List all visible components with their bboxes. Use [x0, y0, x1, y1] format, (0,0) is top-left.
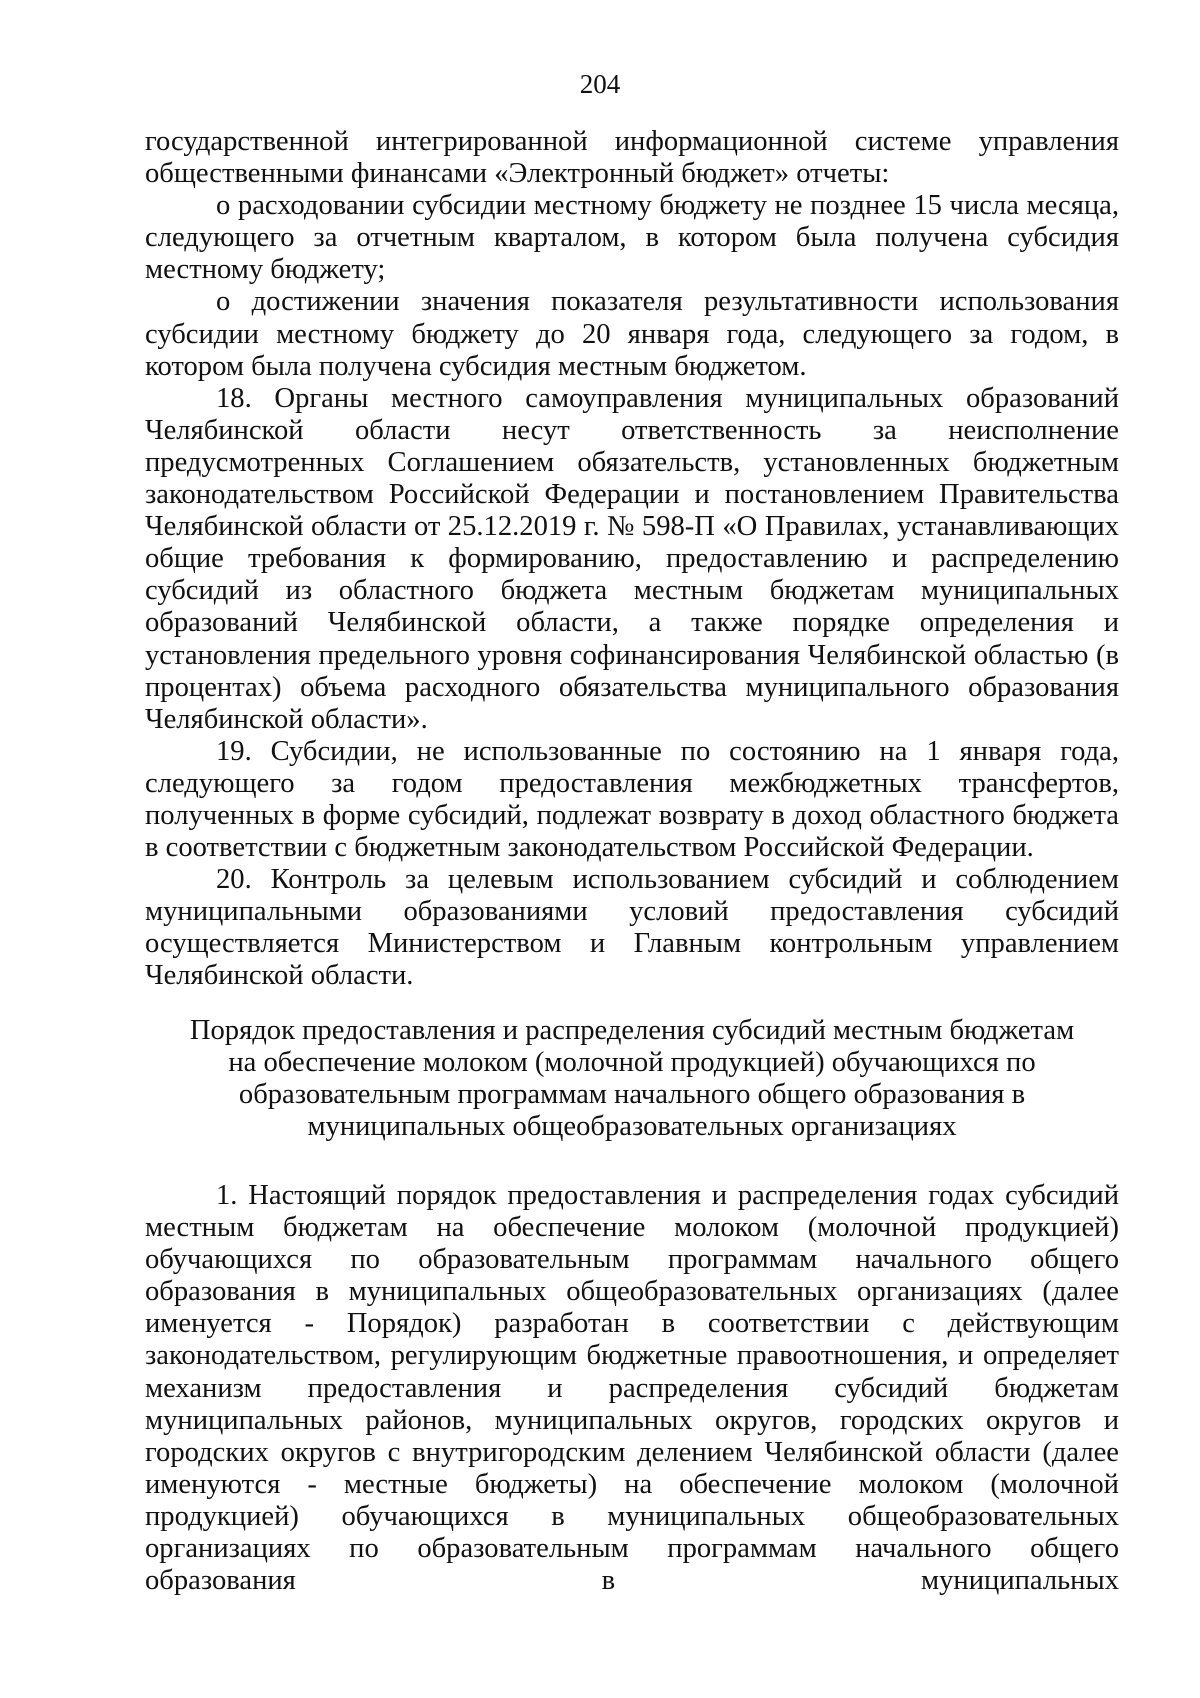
body-text-bottom: [145, 1180, 1119, 1597]
page-number: 204: [579, 69, 621, 99]
paragraph-expenditure-report: о расходовании субсидии местному бюджету не позднее 15 числа месяца, следующего за отчетным кварталом, в котором была получена субсидия местному бюджету;: [145, 190, 1119, 286]
section-heading-line: на обеспечение молоком (молочной продукцией) обучающихся по: [228, 1047, 1036, 1079]
paragraph-item-1: 1. Настоящий порядок предоставления и распределения годах субсидий местным бюджетам на обеспечение молоком (молочной продукцией) обучающихся по образовательным программам начального общего образования в муниципальных общеобразовательных организациях (далее именуется - Порядок) разработан в соответствии с действующим законодательством, регулирующим бюджетные правоотношения, и определяет механизм предоставления и распределения субсидий бюджетам муниципальных районов, муниципальных округов, городских округов и городских округов с внутригородским делением Челябинской области (далее именуются - местные бюджеты) на обеспечение молоком (молочной продукцией) обучающихся в муниципальных общеобразовательных организациях по образовательным программам начального общего образования в муниципальных: [145, 1180, 1119, 1597]
paragraph-item-18: 18. Органы местного самоуправления муниципальных образований Челябинской области несут ответственность за неисполнение предусмотренных Соглашением обязательств, установленных бюджетным законодательством Российской Федерации и постановлением Правительства Челябинской области от 25.12.2019 г. № 598-П «О Правилах, устанавливающих общие требования к формированию, предоставлению и распределению субсидий из областного бюджета местным бюджетам муниципальных образований Челябинской области, а также порядке определения и установления предельного уровня софинансирования Челябинской областью (в процентах) объема расходного обязательства муниципального образования Челябинской области».: [145, 382, 1119, 735]
paragraph-item-19: 19. Субсидии, не использованные по состоянию на 1 января года, следующего за годом предоставления межбюджетных трансфертов, полученных в форме субсидий, подлежат возврату в доход областного бюджета в соответствии с бюджетным законодательством Российской Федерации.: [145, 735, 1119, 864]
paragraph-item-20: 20. Контроль за целевым использованием субсидий и соблюдением муниципальными образованиями условий предоставления субсидий осуществляется Министерством и Главным контрольным управлением Челябинской области.: [145, 864, 1119, 992]
section-heading-line: Порядок предоставления и распределения субсидий местным бюджетам: [189, 1015, 1075, 1046]
body-text-top: [145, 126, 1119, 993]
section-heading-line: муниципальных общеобразовательных организациях: [307, 1111, 957, 1143]
section-heading: [145, 1015, 1119, 1143]
section-heading-line: образовательным программам начального общего образования в: [238, 1079, 1026, 1111]
paragraph-performance-report: о достижении значения показателя результативности использования субсидии местному бюджету до 20 января года, следующего за годом, в котором была получена субсидия местным бюджетом.: [145, 286, 1119, 382]
paragraph-reports-intro: государственной интегрированной информационной системе управления общественными финансами «Электронный бюджет» отчеты:: [145, 126, 1119, 190]
